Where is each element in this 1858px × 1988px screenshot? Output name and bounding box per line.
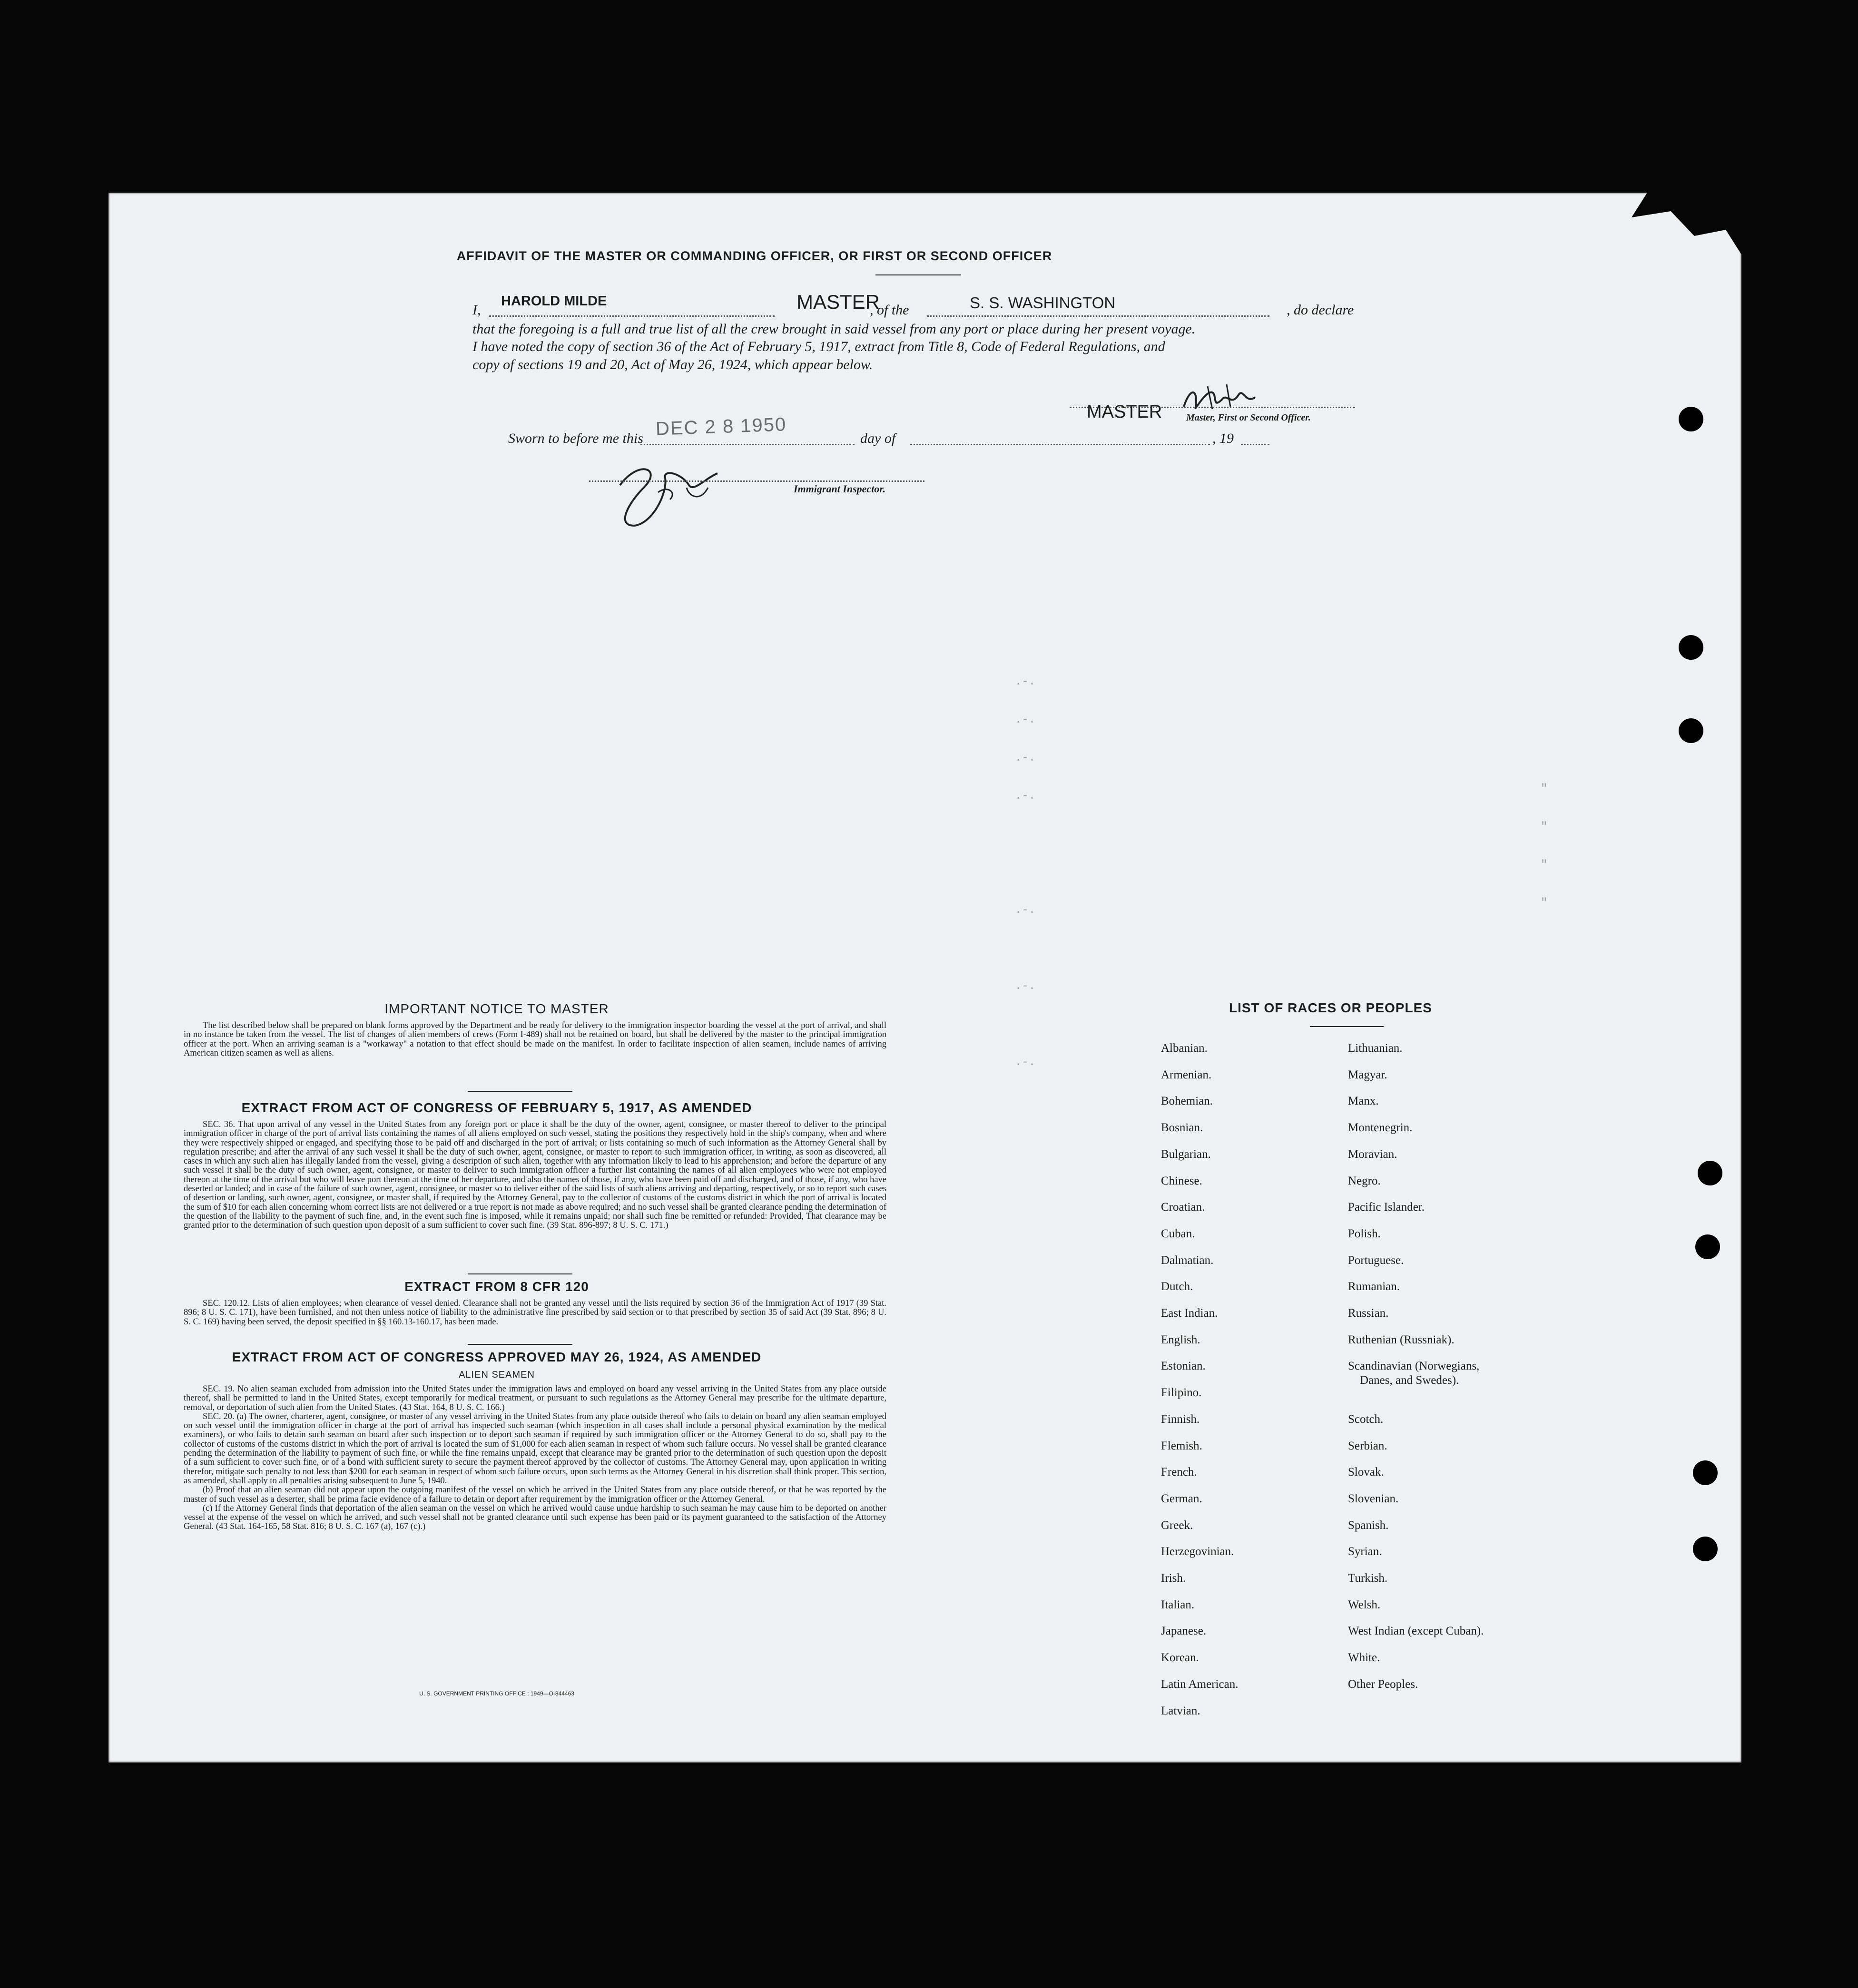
race-item: Moravian. (1348, 1147, 1397, 1161)
race-item: Manx. (1348, 1095, 1379, 1108)
race-item: Portuguese. (1348, 1254, 1404, 1267)
bleed-mark: " (1541, 783, 1548, 795)
vessel-dotted-line (927, 315, 1269, 317)
race-item: Armenian. (1161, 1068, 1212, 1081)
race-item: East Indian. (1161, 1307, 1218, 1320)
race-item: Dutch. (1161, 1280, 1193, 1293)
extract-1924-heading: EXTRACT FROM ACT OF CONGRESS APPROVED MAY 26, 1924, AS AMENDED (232, 1350, 762, 1364)
race-item: Serbian. (1348, 1439, 1387, 1452)
race-item: Chinese. (1161, 1174, 1202, 1187)
sec-20a-text: SEC. 20. (a) The owner, charterer, agent, consignee, or master of any vessel arriving in the United States from any place outside thereof who fails to detain on board any alien seaman employed on such vessel until the immigration officer in charge at the port of arrival has inspected such seaman (which inspection in all cases shall include a personal physical examination by the medical examiners), or who fails to detain such seaman on board after such inspection or to deport such seaman if required by such immigration officer or the Attorney General to do so, shall pay to the collector of customs of the customs district in which the port of arrival is located the sum of $1,000 for each alien seaman in respect of whom such failure occurs. No vessel shall be granted clearance pending the determination of the liability to payment of such fine, or while the fine remains unpaid, except that clearance may be granted prior to the determination of such question upon the deposit of a sum sufficient to cover such fine, or of a bond with sufficient surety to secure the payment thereof approved by the collector of customs. The Attorney General may, upon application in writing therefor, mitigate such penalty to not less than $200 for each seaman in respect of whom such failure occurs, upon such terms as the Attorney General in his discretion shall think proper. This section, as amended, shall apply to all penalties arising subsequent to June 5, 1940. (184, 1411, 886, 1486)
affidavit-heading: AFFIDAVIT OF THE MASTER OR COMMANDING OFFICER, OR FIRST OR SECOND OFFICER (456, 249, 1052, 263)
printer-imprint: U. S. GOVERNMENT PRINTING OFFICE : 1949—O-844463 (419, 1690, 574, 1697)
race-item: Bohemian. (1161, 1095, 1213, 1108)
race-item: Syrian. (1348, 1545, 1382, 1558)
section-rule (468, 1344, 572, 1345)
affidavit-line-3: I have noted the copy of section 36 of the Act of February 5, 1917, extract from Title 8, Code of Federal Regulations, and (472, 339, 1165, 354)
races-heading: LIST OF RACES OR PEOPLES (1229, 1000, 1432, 1015)
affidavit-line-4: copy of sections 19 and 20, Act of May 26, 1924, which appear below. (472, 357, 873, 372)
name-dotted-line (489, 315, 775, 317)
race-item-continuation: Danes, and Swedes). (1360, 1374, 1459, 1387)
race-item: Herzegovinian. (1161, 1545, 1234, 1558)
notice-body (184, 1021, 886, 1058)
section-36-text: SEC. 36. That upon arrival of any vessel in the United States from any foreign port or place it shall be the duty of the owner, agent, consignee, or master thereof to deliver to the principal immigration officer in charge of the port of arrival lists containing the names of all aliens employed on such vessel, stating the positions they respectively hold in the ship's company, when and where they were respectively shipped or engaged, and specifying those to be paid off and discharged in the port of arrival; or lists containing so much of such information as the Attorney General shall by regulation prescribe; and after the arrival of any such vessel it shall be the duty of such owner, agent, consignee, or master to report to such immigration officer, in writing, as soon as discovered, all cases in which any such alien has illegally landed from the vessel, giving a description of such alien, together with any information likely to lead to his apprehension; and before the departure of any such vessel it shall be the duty of such owner, agent, consignee, or master to deliver to such immigration officer a further list containing the names of all alien employees who were not employed thereon at the time of the arrival but who will leave port thereon at the time of her departure, and also the names of those, if any, who have been paid off and discharged, and of those, if any, who have deserted or landed; and in case of the failure of such owner, agent, consignee, or master so to deliver either of the said lists of such aliens arriving and departing, respectively, or so to report such cases of desertion or landing, such owner, agent, consignee, or master shall, if required by the Attorney General, pay to the collector of customs of the customs district in which the port of arrival is located the sum of $10 for each alien concerning whom correct lists are not delivered or a true report is not made as above required; and no such vessel shall be granted clearance pending the determination of the question of the liability to the payment of such fine, and, in the event such fine is imposed, while it remains unpaid; nor shall such fine be remitted or refunded: Provided, That clearance may be granted prior to the determination of such question upon deposit of a sum sufficient to cover such fine. (39 Stat. 896-897; 8 U. S. C. 171.) (184, 1120, 886, 1231)
race-item: Turkish. (1348, 1572, 1388, 1585)
bleed-mark: .-. (1015, 676, 1036, 688)
races-heading-rule (1310, 1026, 1384, 1027)
sec-19-text: SEC. 19. No alien seaman excluded from admission into the United States under the immigration laws and employed on board any vessel arriving in the United States from any place outside thereof, shall be permitted to land in the United States, except temporarily for medical treatment, or pursuant to such regulations as the Attorney General may prescribe for the ultimate departure, removal, or deportation of such alien from the United States. (43 Stat. 164, 8 U. S. C. 166.) (184, 1384, 886, 1412)
race-item: West Indian (except Cuban). (1348, 1625, 1484, 1638)
rank-typed: MASTER (796, 291, 880, 313)
race-item: Estonian. (1161, 1360, 1206, 1373)
inspector-line (589, 480, 924, 482)
affidavit-line-2: that the foregoing is a full and true list of all the crew brought in said vessel from any port or place during her present voyage. (472, 321, 1196, 337)
bleed-mark: " (1541, 821, 1548, 833)
extract-1917-body (184, 1120, 886, 1231)
of-the-label: , of the (870, 302, 909, 318)
bleed-mark: .-. (1015, 714, 1036, 726)
sec-120-12-text: SEC. 120.12. Lists of alien employees; when clearance of vessel denied. Clearance shall not be granted any vessel until the lists required by section 36 of the Immigration Act of 1917 (39 Stat. 896; 8 U. S. C. 171), have been furnished, and not then unless notice of liability to the administrative fine prescribed by said section or to that prescribed by section 35 of said Act (39 Stat. 896; 8 U. S. C. 169) having been served, the deposit specified in §§ 160.13-160.17, has been made. (184, 1299, 886, 1327)
race-item: Negro. (1348, 1174, 1381, 1187)
date-stamp: DEC 2 8 1950 (655, 414, 787, 440)
section-rule (468, 1273, 572, 1274)
race-item: Scandinavian (Norwegians, (1348, 1360, 1480, 1373)
master-caption: Master, First or Second Officer. (1186, 412, 1311, 423)
punch-hole (1693, 1537, 1718, 1561)
bleed-mark: .-. (1015, 790, 1036, 803)
bleed-mark: .-. (1015, 980, 1036, 993)
race-item: Korean. (1161, 1651, 1199, 1665)
race-item: Dalmatian. (1161, 1254, 1214, 1267)
inspector-signature (587, 440, 729, 535)
bleed-mark: .-. (1015, 1056, 1036, 1069)
race-item: English. (1161, 1333, 1200, 1346)
race-item: German. (1161, 1492, 1202, 1505)
document-page (108, 193, 1741, 1763)
punch-hole (1695, 1234, 1720, 1259)
race-item: Rumanian. (1348, 1280, 1400, 1293)
race-item: Japanese. (1161, 1625, 1207, 1638)
extract-cfr-body (184, 1299, 886, 1327)
bleed-mark: " (1541, 897, 1548, 910)
race-item: Greek. (1161, 1518, 1193, 1532)
race-item: Welsh. (1348, 1598, 1381, 1611)
race-item: Cuban. (1161, 1227, 1195, 1240)
race-item: Bosnian. (1161, 1121, 1203, 1135)
race-item: Croatian. (1161, 1201, 1205, 1214)
punch-hole (1693, 1460, 1718, 1485)
i-label: I, (472, 302, 481, 318)
race-item: White. (1348, 1651, 1380, 1665)
race-item: Flemish. (1161, 1439, 1202, 1452)
race-item: Pacific Islander. (1348, 1201, 1425, 1214)
race-item: Scotch. (1348, 1412, 1384, 1426)
do-declare-label: , do declare (1287, 302, 1354, 318)
race-item: Montenegrin. (1348, 1121, 1413, 1135)
race-item: Slovenian. (1348, 1492, 1399, 1505)
race-item: Lithuanian. (1348, 1042, 1403, 1055)
sec-20c-text: (c) If the Attorney General finds that deportation of the alien seaman on the vessel on which he arrived would cause undue hardship to such seaman he may cause him to be deported on another vessel at the expense of the vessel on which he arrived, and such vessel shall not be granted clearance until such expense has been paid or its payment guaranteed to the satisfaction of the Attorney General. (43 Stat. 164-165, 58 Stat. 816; 8 U. S. C. 167 (a), 167 (c).) (184, 1503, 886, 1532)
race-item: Latin American. (1161, 1677, 1239, 1691)
sworn-month-line (910, 444, 1210, 445)
race-item: Bulgarian. (1161, 1147, 1211, 1161)
race-item: Other Peoples. (1348, 1677, 1418, 1691)
bleed-mark: " (1541, 859, 1548, 872)
race-item: Magyar. (1348, 1068, 1387, 1081)
extract-1917-heading: EXTRACT FROM ACT OF CONGRESS OF FEBRUARY 5, 1917, AS AMENDED (241, 1100, 752, 1115)
race-item: French. (1161, 1466, 1197, 1479)
bleed-mark: .-. (1015, 904, 1036, 917)
punch-hole (1679, 635, 1703, 660)
master-name: HAROLD MILDE (501, 294, 607, 309)
race-item: Spanish. (1348, 1518, 1389, 1532)
vessel-name: S. S. WASHINGTON (970, 294, 1116, 312)
race-item: Italian. (1161, 1598, 1195, 1611)
punch-hole (1698, 1161, 1722, 1185)
punch-hole (1679, 718, 1703, 743)
bleed-mark: .-. (1015, 752, 1036, 764)
race-item: Polish. (1348, 1227, 1381, 1240)
race-item: Filipino. (1161, 1386, 1202, 1400)
race-item: Latvian. (1161, 1704, 1200, 1717)
alien-seamen-subheading: ALIEN SEAMEN (459, 1370, 535, 1380)
notice-text: The list described below shall be prepared on blank forms approved by the Department and be ready for delivery to the immigration inspector boarding the vessel at the port of arrival, and shall in no instance be taken from the vessel. The list of changes of alien members of crews (Form I-489) shall not be retained on board, but shall be delivered by the master to the principal immigration officer at the port. When an arriving seaman is a "workaway" a notation to that effect should be made on the manifest. In order to facilitate inspection of alien seamen, include names of arriving American citizen seamen as well as aliens. (184, 1021, 886, 1058)
day-of-label: day of (860, 431, 896, 446)
race-item: Ruthenian (Russniak). (1348, 1333, 1455, 1346)
race-item: Albanian. (1161, 1042, 1208, 1055)
nineteen-label: , 19 (1212, 431, 1234, 446)
race-item: Russian. (1348, 1307, 1389, 1320)
race-item: Finnish. (1161, 1412, 1200, 1426)
race-item: Irish. (1161, 1572, 1186, 1585)
section-rule (468, 1091, 572, 1092)
sworn-label: Sworn to before me this (508, 431, 643, 446)
inspector-caption: Immigrant Inspector. (794, 483, 886, 495)
punch-hole (1679, 407, 1703, 431)
master-typed: MASTER (1087, 402, 1162, 422)
heading-underline (875, 274, 961, 275)
sworn-year-line (1241, 444, 1269, 445)
sec-20b-text: (b) Proof that an alien seaman did not appear upon the outgoing manifest of the vessel on which he arrived in the United States from any place outside thereof, or that he was reported by the master of such vessel as a deserter, shall be prima facie evidence of a failure to detain or deport after requirement by the immigration officer or the Attorney General. (184, 1485, 886, 1504)
race-item: Slovak. (1348, 1466, 1384, 1479)
extract-cfr-heading: EXTRACT FROM 8 CFR 120 (404, 1279, 589, 1294)
extract-1924-body (184, 1385, 886, 1532)
notice-heading: IMPORTANT NOTICE TO MASTER (384, 1001, 609, 1016)
